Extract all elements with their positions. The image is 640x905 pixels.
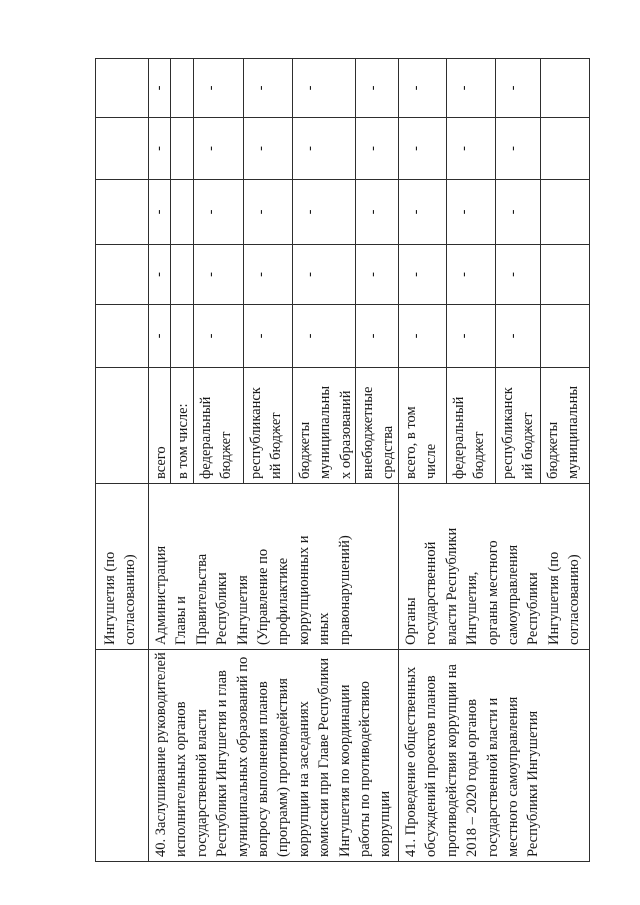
table-cell-amount: - [293,244,356,304]
table-cell-amount: - [293,304,356,367]
table-cell-amount: - [496,58,541,117]
table-cell-amount [541,117,590,179]
table-cell-funding-source: всего [149,367,171,483]
table-cell-amount: - [399,304,447,367]
table-cell-amount: - [244,179,293,244]
table-cell-amount: - [194,244,244,304]
table-cell-amount [96,304,149,367]
table-cell-amount: - [447,244,496,304]
table-cell-amount [171,58,194,117]
table-cell-amount: - [447,117,496,179]
table-cell-amount [541,304,590,367]
table-cell-funding-source: федеральный бюджет [447,367,496,483]
table-cell-funding-source: внебюджетные средства [356,367,399,483]
table-cell-amount: - [399,244,447,304]
table-cell-amount: - [399,58,447,117]
table-cell-amount: - [149,58,171,117]
table-cell-amount: - [356,117,399,179]
table-cell-amount [541,244,590,304]
table-cell-amount: - [293,117,356,179]
table-cell-executor: Органы государственной власти Республики Ингушетия, органы местного самоуправления Республики Ингушетия (по согласованию) [399,483,590,649]
table-cell-amount [171,179,194,244]
table-cell-amount: - [447,304,496,367]
table-cell-amount: - [194,58,244,117]
table-cell-amount: - [496,304,541,367]
table-cell-amount: - [194,304,244,367]
table-cell-amount: - [496,244,541,304]
table-cell-funding-source: всего, в том числе [399,367,447,483]
table-cell-amount [171,244,194,304]
table-cell-funding-source: бюджеты муниципальны х образований [293,367,356,483]
table-cell-amount: - [149,244,171,304]
table-cell-funding-source: федеральный бюджет [194,367,244,483]
table-cell-amount: - [244,304,293,367]
table-cell-amount: - [244,58,293,117]
table-cell-amount [96,244,149,304]
table-cell-amount: - [356,304,399,367]
table-cell-funding-source: бюджеты муниципальны [541,367,590,483]
table-cell-amount: - [149,117,171,179]
table-cell-amount: - [356,58,399,117]
table-cell-amount [541,58,590,117]
table-cell-amount [171,117,194,179]
table-cell-amount [171,304,194,367]
table-cell-executor: Ингушетия (по согласованию) [96,483,149,649]
table-cell-amount: - [447,58,496,117]
table-cell-amount: - [244,117,293,179]
table-cell-amount: - [356,244,399,304]
table-cell-amount: - [399,179,447,244]
table-cell-amount: - [293,58,356,117]
table-cell-amount: - [244,244,293,304]
table-cell-amount [96,179,149,244]
table-cell-amount: - [293,179,356,244]
table-cell-event: 40. Заслушивание руководителей исполнительных органов государственной власти Республики Ингушетия и глав муниципальных образований по вопросу выполнения планов (программ) противодействия коррупции на заседаниях комиссии при Главе Республики Ингушетия по координации работы по противодействию коррупции [149,649,399,861]
table-cell-amount: - [447,179,496,244]
table-cell-funding-source: в том числе: [171,367,194,483]
table-cell-amount [96,58,149,117]
table-cell-event [96,649,149,861]
table-cell-event: 41. Проведение общественных обсуждений проектов планов противодействия коррупции на 2018 – 2020 годы органов государственной власти и местного самоуправления Республики Ингушетия [399,649,590,861]
table-cell-amount: - [194,117,244,179]
table-cell-amount: - [496,117,541,179]
table-cell-amount: - [194,179,244,244]
table-cell-amount [541,179,590,244]
table-cell-amount: - [149,179,171,244]
table-cell-amount [96,117,149,179]
table-cell-funding-source: республиканск ий бюджет [244,367,293,483]
table-cell-amount: - [149,304,171,367]
program-measures-table [95,58,590,862]
table-cell-funding-source: республиканск ий бюджет [496,367,541,483]
table-cell-amount: - [496,179,541,244]
table-cell-amount: - [356,179,399,244]
table-cell-executor: Администрация Главы и Правительства Республики Ингушетия (Управление по профилактике коррупционных и иных правонарушений) [149,483,399,649]
table-cell-funding-source [96,367,149,483]
table-cell-amount: - [399,117,447,179]
